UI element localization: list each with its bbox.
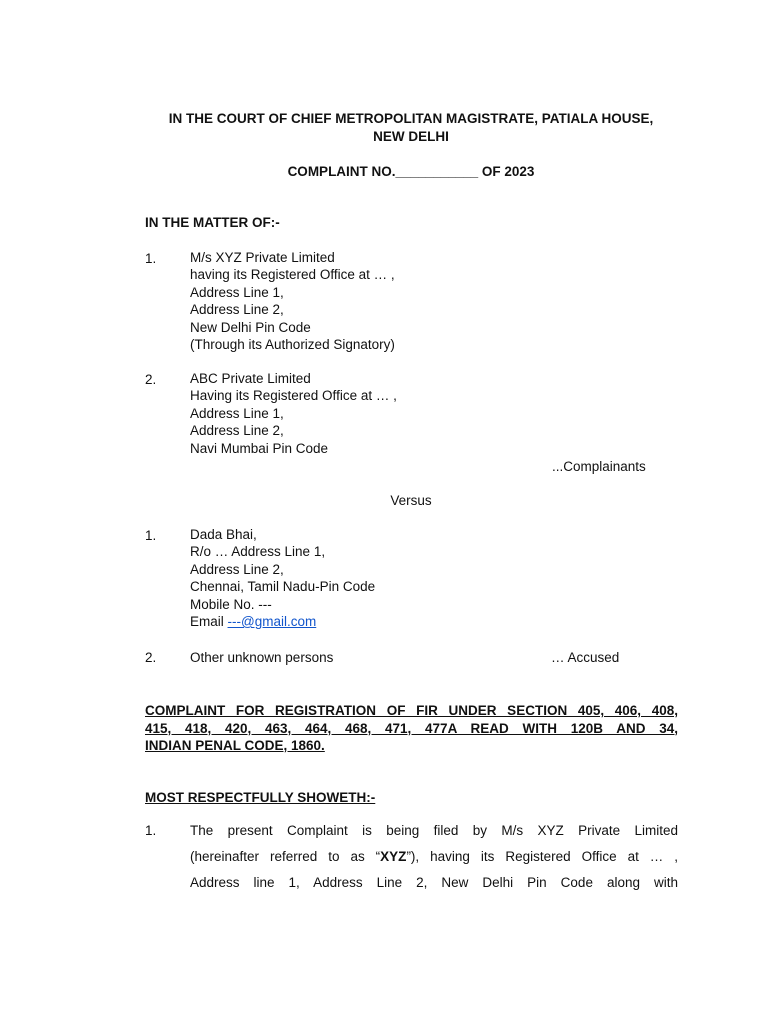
para-1-line: Address line 1, Address Line 2, New Delhi Pin Code along with — [190, 875, 678, 890]
complainant-1-line: New Delhi Pin Code — [190, 319, 311, 335]
complaint-title-line: 415, 418, 420, 463, 464, 468, 471, 477A READ WITH 120B AND 34, — [145, 720, 678, 736]
matter-heading: IN THE MATTER OF:- — [145, 215, 280, 230]
complainant-1-block — [190, 249, 395, 353]
court-title-line2: NEW DELHI — [373, 129, 449, 144]
complainant-2-line: Navi Mumbai Pin Code — [190, 440, 329, 456]
accused-1-block — [190, 526, 375, 630]
accused-1-email-row — [190, 613, 375, 630]
accused-1-line: Chennai, Tamil Nadu-Pin Code — [190, 579, 376, 595]
para-1-text: ”), having its Registered Office at … , — [406, 849, 678, 864]
accused-1-line: Address Line 2, — [190, 561, 284, 577]
complaint-title — [145, 702, 678, 755]
complainant-2-block — [190, 370, 397, 457]
xyz-term: XYZ — [380, 849, 407, 864]
complainant-2-line: ABC Private Limited — [190, 371, 311, 386]
complainant-1-line: (Through its Authorized Signatory) — [190, 337, 395, 353]
versus-label: Versus — [390, 493, 432, 508]
accused-1-line: Mobile No. --- — [190, 596, 272, 612]
complaint-title-line: COMPLAINT FOR REGISTRATION OF FIR UNDER SECTION 405, 406, 408, — [145, 703, 678, 718]
complaint-number: COMPLAINT NO.___________ OF 2023 — [287, 164, 535, 179]
para-1-line: The present Complaint is being filed by M/s XYZ Private Limited — [190, 823, 678, 838]
para-1-number: 1. — [145, 823, 157, 838]
accused-1-number: 1. — [145, 528, 157, 543]
showeth-heading: MOST RESPECTFULLY SHOWETH:- — [145, 790, 376, 805]
para-1 — [190, 822, 678, 891]
complainant-2-line: Having its Registered Office at … , — [190, 388, 397, 404]
complaint-title-line: INDIAN PENAL CODE, 1860. — [145, 738, 325, 753]
complainant-1-line: Address Line 1, — [190, 284, 284, 300]
email-label: Email — [190, 614, 224, 630]
complainant-1-number: 1. — [145, 251, 157, 266]
accused-1-line: R/o … Address Line 1, — [190, 544, 326, 560]
complainant-1-line: having its Registered Office at … , — [190, 267, 395, 283]
accused-2-text: Other unknown persons — [190, 650, 334, 665]
court-title-line1: IN THE COURT OF CHIEF METROPOLITAN MAGISTRATE, PATIALA HOUSE, — [168, 111, 654, 126]
complainants-label: ...Complainants — [552, 459, 646, 474]
complainant-2-line: Address Line 1, — [190, 405, 284, 421]
accused-label: … Accused — [551, 650, 620, 665]
complainant-2-number: 2. — [145, 372, 157, 387]
email-link[interactable]: ---@gmail.com — [227, 614, 317, 630]
accused-2-number: 2. — [145, 650, 157, 665]
complainant-2-line: Address Line 2, — [190, 423, 284, 439]
accused-1-line: Dada Bhai, — [190, 527, 257, 542]
para-1-text: (hereinafter referred to as “ — [190, 849, 381, 864]
para-1-line — [190, 848, 678, 865]
complainant-1-line: Address Line 2, — [190, 302, 284, 318]
complainant-1-line: M/s XYZ Private Limited — [190, 250, 335, 265]
